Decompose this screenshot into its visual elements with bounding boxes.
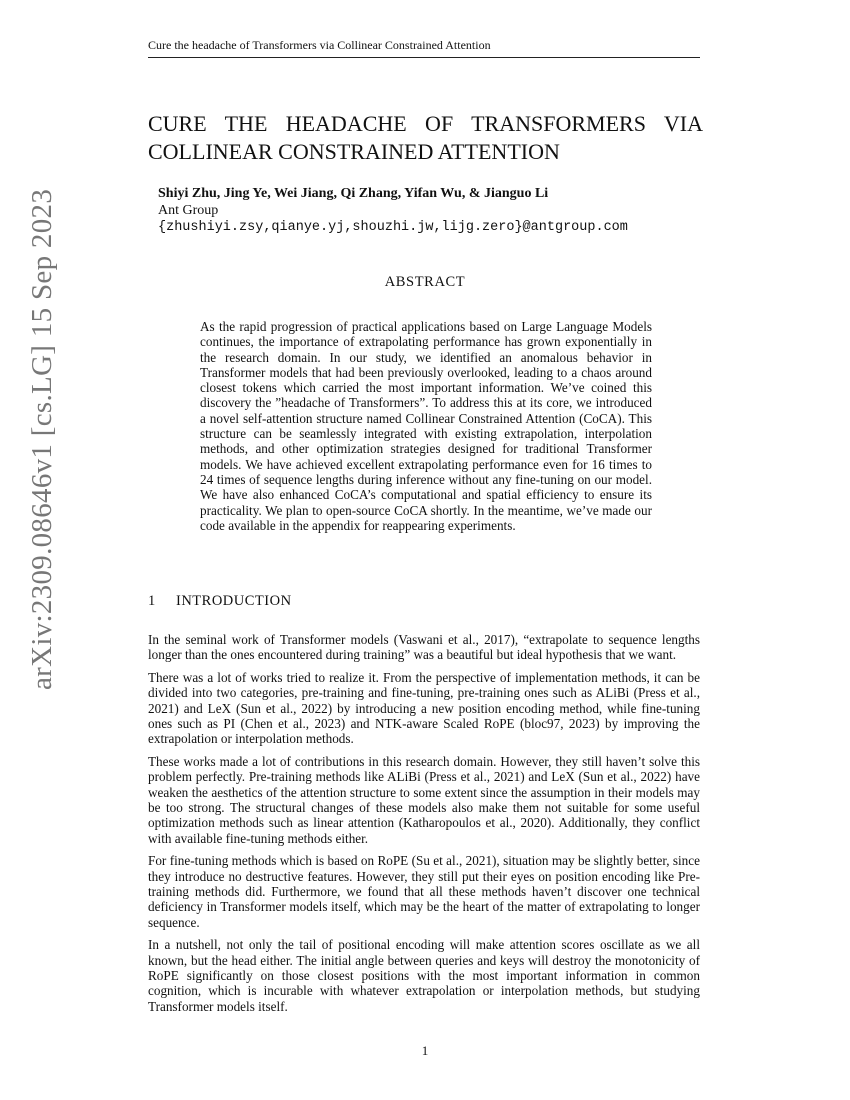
- introduction-body: [148, 632, 700, 1021]
- abstract-text: As the rapid progression of practical applications based on Large Language Models continues, the importance of extrapolating performance has grown exponentially in the research domain. In our study, we identified an anomalous behavior in Transformer models that had been previously overlooked, leading to a chaos around closest tokens which carried the most important information. We’ve coined this discovery the ”headache of Transformers”. To address this at its core, we introduced a novel self-attention structure named Collinear Constrained Attention (CoCA). This structure can be seamlessly integrated with existing extrapolation, interpolation methods, and other optimization strategies designed for traditional Transformer models. We have achieved excellent extrapolating performance even for 16 times to 24 times of sequence lengths during inference without any fine-tuning on our model. We have also enhanced CoCA’s computational and spatial efficiency to ensure its practicality. We plan to open-source CoCA shortly. In the meantime, we’ve made our code available in the appendix for reappearing experiments.: [200, 319, 652, 533]
- section-heading-introduction: [148, 593, 292, 610]
- author-emails: {zhushiyi.zsy,qianye.yj,shouzhi.jw,lijg.zero}@antgroup.com: [158, 220, 628, 235]
- paper-title: [148, 110, 703, 166]
- author-block: [158, 185, 628, 236]
- running-head: Cure the headache of Transformers via Collinear Constrained Attention: [148, 38, 700, 58]
- paragraph: In the seminal work of Transformer models (Vaswani et al., 2017), “extrapolate to sequence lengths longer than the ones encountered during training” was a beautiful but ideal hypothesis that we want.: [148, 632, 700, 663]
- paragraph: These works made a lot of contributions in this research domain. However, they still haven’t solve this problem perfectly. Pre-training methods like ALiBi (Press et al., 2021) and LeX (Sun et al., 2022) have weaken the aesthetics of the attention structure to some extent since the assumption in their models may be too strong. The structural changes of these models also make them not suitable for some useful optimization methods such as linear attention (Katharopoulos et al., 2020). Additionally, they conflict with available fine-tuning methods either.: [148, 754, 700, 846]
- paragraph: In a nutshell, not only the tail of positional encoding will make attention scores oscillate as we all known, but the head either. The initial angle between queries and keys will destroy the monotonicity of RoPE significantly on those closest positions with the most important information in common cognition, which is incurable with whatever extrapolation or interpolation methods, but studying Transformer models itself.: [148, 937, 700, 1014]
- section-number: 1: [148, 593, 156, 609]
- paragraph: There was a lot of works tried to realize it. From the perspective of implementation methods, it can be divided into two categories, pre-training and fine-tuning, pre-training ones such as ALiBi (Press et al., 2021) and LeX (Sun et al., 2022) by introducing a new position encoding method, while fine-tuning ones such as PI (Chen et al., 2023) and NTK-aware Scaled RoPE (bloc97, 2023) by improving the extrapolation or interpolation methods.: [148, 670, 700, 747]
- author-affiliation: Ant Group: [158, 203, 219, 218]
- title-line-1: CURE THE HEADACHE OF TRANSFORMERS VIA: [148, 111, 703, 136]
- page-number: 1: [421, 1043, 429, 1058]
- section-title: INTRODUCTION: [176, 593, 292, 609]
- abstract-heading: ABSTRACT: [384, 274, 466, 290]
- title-line-2: COLLINEAR CONSTRAINED ATTENTION: [148, 139, 560, 164]
- paragraph: For fine-tuning methods which is based on RoPE (Su et al., 2021), situation may be slightly better, since they introduce no destructive features. However, they still put their eyes on position encoding like Pre-training methods did. Furthermore, we found that all these methods haven’t discover one technical deficiency in Transformer models itself, which may be the heart of the matter of extrapolating to longer sequence.: [148, 853, 700, 930]
- author-names: Shiyi Zhu, Jing Ye, Wei Jiang, Qi Zhang, Yifan Wu, & Jianguo Li: [158, 186, 549, 201]
- arxiv-identifier-stamp[interactable]: arXiv:2309.08646v1 [cs.LG] 15 Sep 2023: [26, 188, 58, 690]
